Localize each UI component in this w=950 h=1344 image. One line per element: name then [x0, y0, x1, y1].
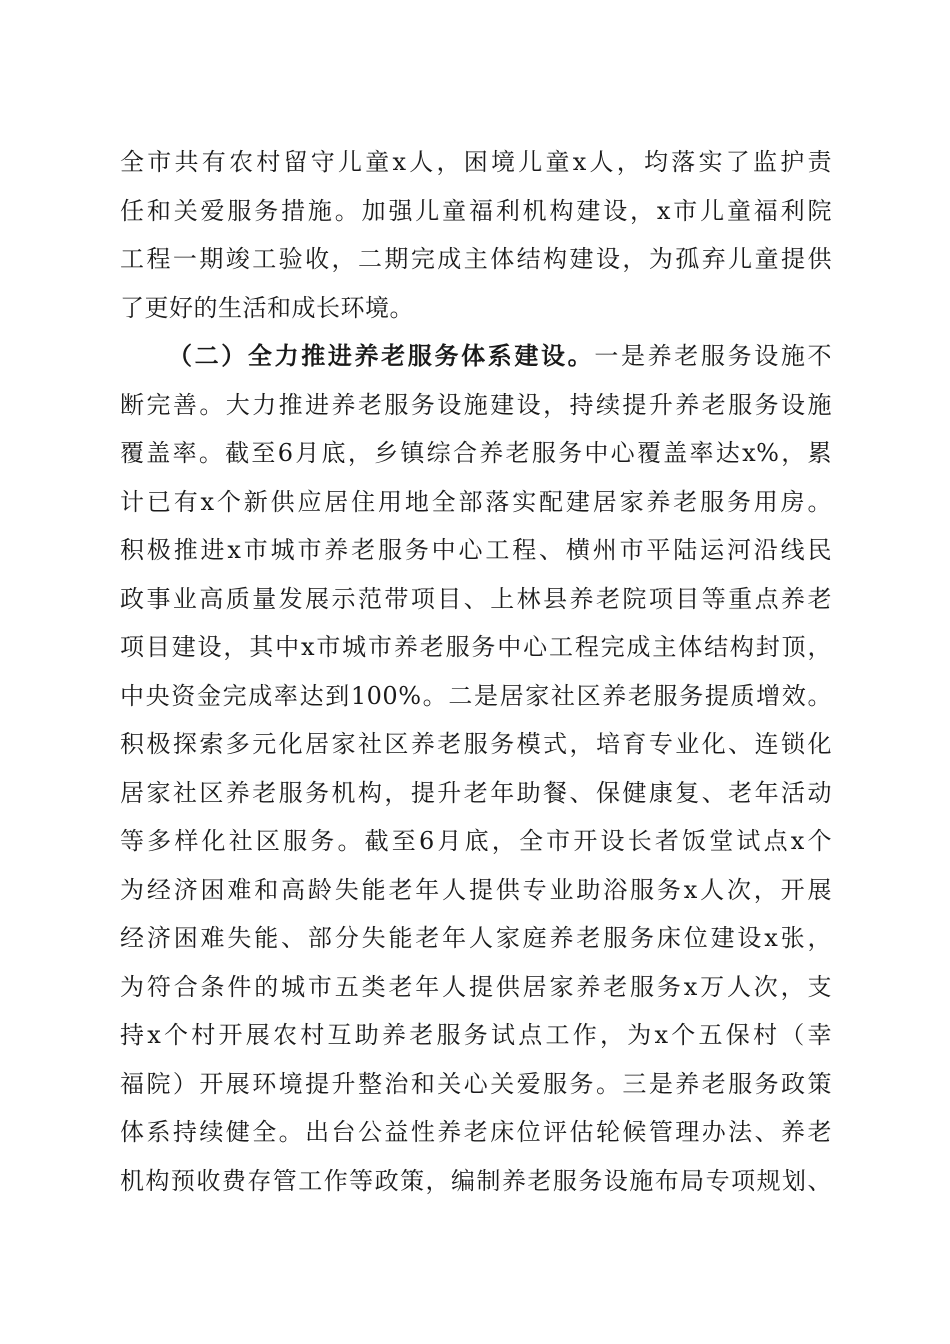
- text-segment: 体系持续健全。出台公益性养老床位评估轮候管理办法、养老: [120, 1118, 832, 1146]
- text-segment: 为经济困难和高龄失能老年人提供专业助浴服务x人次，开展: [120, 875, 832, 904]
- text-segment: 积极探索多元化居家社区养老服务模式，培育专业化、连锁化: [120, 730, 832, 758]
- text-line: [120, 1108, 832, 1157]
- text-line: [120, 138, 832, 187]
- text-line: [120, 526, 832, 575]
- text-segment: 为符合条件的城市五类老年人提供居家养老服务x万人次，支: [120, 972, 832, 1001]
- text-segment: 经济困难失能、部分失能老年人家庭养老服务床位建设x张，: [120, 924, 832, 952]
- text-segment: 工程一期竣工验收，二期完成主体结构建设，为孤弃儿童提供: [120, 245, 832, 273]
- text-line: [120, 963, 832, 1012]
- text-segment: 计已有x个新供应居住用地全部落实配建居家养老服务用房。: [120, 487, 832, 516]
- text-line: [120, 284, 832, 333]
- text-segment: 项目建设，其中x市城市养老服务中心工程完成主体结构封顶，: [120, 633, 832, 661]
- text-segment: 任和关爱服务措施。加强儿童福利机构建设，x市儿童福利院: [120, 196, 832, 225]
- text-segment: 居家社区养老服务机构，提升老年助餐、保健康复、老年活动: [120, 778, 832, 807]
- text-segment: 福院）开展环境提升整治和关心关爱服务。三是养老服务政策: [120, 1069, 832, 1098]
- text-line: [120, 1157, 832, 1206]
- text-line: [120, 429, 832, 478]
- text-segment: 覆盖率。截至6月底，乡镇综合养老服务中心覆盖率达x%，累: [120, 439, 832, 467]
- text-line: [120, 720, 832, 769]
- text-segment: 一是养老服务设施不: [594, 342, 833, 370]
- text-line: [120, 332, 832, 381]
- text-segment: 了更好的生活和成长环境。: [120, 293, 414, 322]
- text-segment: 断完善。大力推进养老服务设施建设，持续提升养老服务设施: [120, 390, 832, 419]
- text-line: [120, 478, 832, 527]
- text-line: [120, 1011, 832, 1060]
- text-line: [120, 187, 832, 236]
- text-line: [120, 575, 832, 624]
- text-segment: 全市共有农村留守儿童x人，困境儿童x人，均落实了监护责: [120, 148, 832, 176]
- text-line: [120, 1060, 832, 1109]
- text-segment: 持x个村开展农村互助养老服务试点工作，为x个五保村（幸: [120, 1021, 832, 1049]
- text-segment: 中央资金完成率达到100%。二是居家社区养老服务提质增效。: [120, 681, 832, 710]
- text-line: [120, 672, 832, 721]
- text-segment: 政事业高质量发展示范带项目、上林县养老院项目等重点养老: [120, 584, 832, 613]
- section-heading: （二）全力推进养老服务体系建设。: [168, 341, 595, 370]
- text-line: [120, 866, 832, 915]
- text-line: [120, 381, 832, 430]
- body-text: [120, 138, 832, 1205]
- text-segment: 等多样化社区服务。截至6月底，全市开设长者饭堂试点x个: [120, 827, 832, 855]
- text-line: [120, 235, 832, 284]
- text-segment: 积极推进x市城市养老服务中心工程、横州市平陆运河沿线民: [120, 536, 832, 564]
- text-segment: 机构预收费存管工作等政策，编制养老服务设施布局专项规划、: [120, 1166, 832, 1195]
- text-line: [120, 769, 832, 818]
- text-line: [120, 623, 832, 672]
- text-line: [120, 914, 832, 963]
- text-line: [120, 817, 832, 866]
